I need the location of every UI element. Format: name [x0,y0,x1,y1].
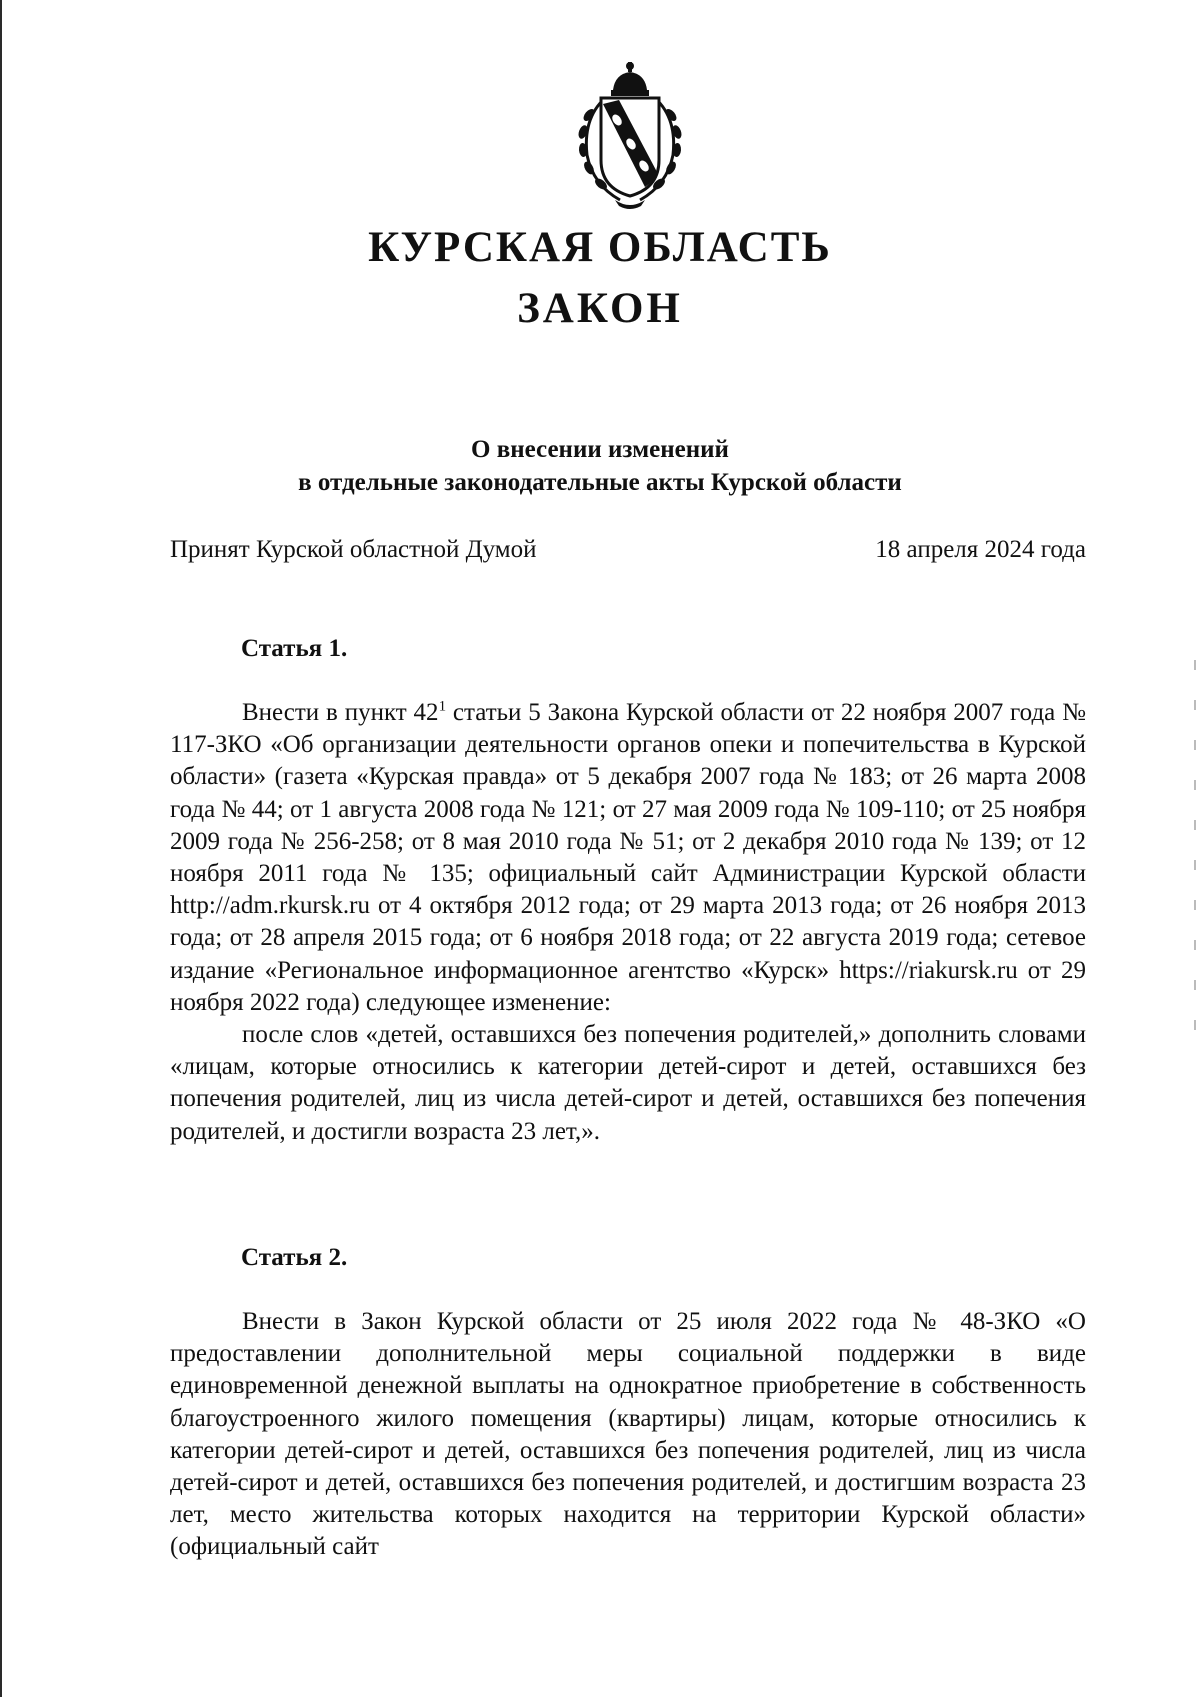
adoption-date: 18 апреля 2024 года [875,536,1086,563]
article-2-paragraph-1: Внести в Закон Курской области от 25 июля 2022 года № 48-ЗКО «О предоставлении дополнительной меры социальной поддержки в виде единовременной денежной выплаты на однократное приобретение в собственность благоустроенного жилого помещения (квартиры) лицам, которые относились к категории детей-сирот и детей, оставшихся без попечения родителей, лиц из числа детей-сирот и детей, оставшихся без попечения родителей, и достигшим возраста 23 лет, место жительства которых находится на территории Курской области» (официальный сайт [170,1308,1086,1561]
article-1-heading: Статья 1. [241,635,348,662]
article-1-body [170,697,1086,1148]
article-1-p1-rest: статьи 5 Закона Курской области от 22 ноября 2007 года № 117-ЗКО «Об организации деятельности органов опеки и попечительства в Курской области» (газета «Курская правда» от 5 декабря 2007 года № 183; от 26 марта 2008 года № 44; от 1 августа 2008 года № 121; от 27 мая 2009 года № 109-110; от 25 ноября 2009 года № 256-258; от 8 мая 2010 года № 51; от 2 декабря 2010 года № 139; от 12 ноября 2011 года № 135; официальный сайт Администрации Курской области http://adm.rkursk.ru от 4 октября 2012 года; от 29 марта 2013 года; от 26 ноября 2013 года; от 28 апреля 2015 года; от 6 ноября 2018 года; от 22 августа 2019 года; сетевое издание «Региональное информационное агентство «Курск» https://riakursk.ru от 29 ноября 2022 года) следующее изменение: [170,699,1086,1016]
scan-right-marks [1194,660,1196,1040]
coat-of-arms-icon [565,60,695,210]
article-1-p1-superscript: 1 [438,698,447,715]
article-1-p1-start: Внести в пункт 42 [242,699,439,726]
document-type-title: ЗАКОН [517,285,683,332]
article-2-body [170,1306,1086,1564]
article-1-paragraph-2: после слов «детей, оставшихся без попечения родителей,» дополнить словами «лицам, которые относились к категории детей-сирот и детей, оставшихся без попечения родителей, лиц из числа детей-сирот и детей, оставшихся без попечения родителей, и достигли возраста 23 лет,». [170,1021,1086,1145]
article-1-paragraph-1 [170,697,1086,1019]
region-title: КУРСКАЯ ОБЛАСТЬ [368,224,832,271]
subject-line-2: в отдельные законодательные акты Курской области [298,469,902,496]
subject-line-1: О внесении изменений [471,436,729,463]
law-subject [0,433,1200,499]
adoption-row [170,534,1086,566]
article-2-heading: Статья 2. [241,1244,348,1271]
adopted-by: Принят Курской областной Думой [170,536,537,563]
